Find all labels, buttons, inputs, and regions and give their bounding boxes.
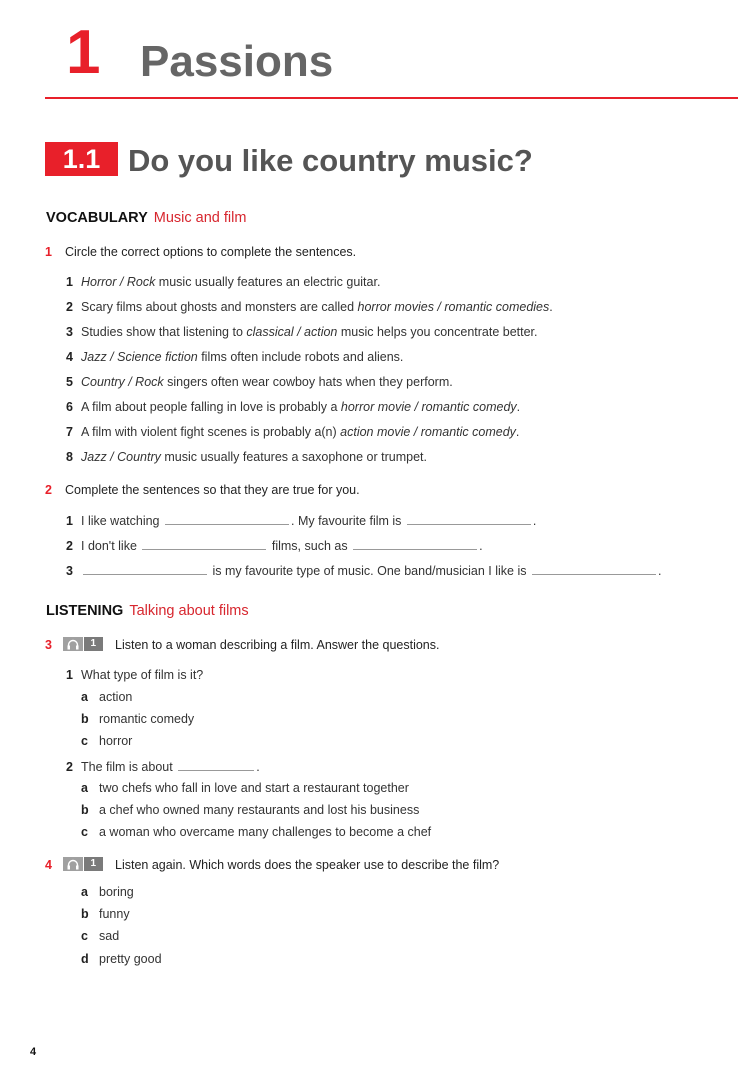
ex4-option-c[interactable]: c sad <box>81 929 120 943</box>
listening-heading <box>46 604 249 619</box>
headphones-icon <box>63 637 83 651</box>
unit-divider <box>45 97 738 99</box>
exercise-1-number: 1 <box>45 245 52 259</box>
ex1-item-8: 8 Jazz / Country music usually features a saxophone or trumpet. <box>66 450 427 464</box>
listening-label: LISTENING <box>46 603 124 619</box>
exercise-4-number: 4 <box>45 858 52 872</box>
answer-blank[interactable] <box>532 564 656 575</box>
ex1-item-8-options[interactable]: Jazz / Country <box>81 450 161 464</box>
ex1-item-4-options[interactable]: Jazz / Science fiction <box>81 350 198 364</box>
exercise-3-instruction: Listen to a woman describing a film. Answer the questions. <box>115 638 440 652</box>
ex3-q2-option-c[interactable]: c a woman who overcame many challenges to become a chef <box>81 825 432 839</box>
exercise-2-number: 2 <box>45 483 52 497</box>
ex1-item-5: 5 Country / Rock singers often wear cowboy hats when they perform. <box>66 375 453 389</box>
ex1-item-5-options[interactable]: Country / Rock <box>81 375 164 389</box>
lesson-title: Do you like country music? <box>128 143 533 178</box>
ex3-q1-option-a[interactable]: a action <box>81 690 133 704</box>
ex4-option-a[interactable]: a boring <box>81 885 134 899</box>
vocabulary-heading <box>46 211 246 226</box>
ex3-q1-option-c[interactable]: c horror <box>81 734 133 748</box>
ex2-item-1: 1 I like watching . My favourite film is . <box>66 514 537 528</box>
ex3-q2-option-b[interactable]: b a chef who owned many restaurants and lost his business <box>81 803 420 817</box>
answer-blank[interactable] <box>165 514 289 525</box>
ex3-question-2: 2 The film is about . <box>66 760 260 774</box>
exercise-1-instruction: Circle the correct options to complete the sentences. <box>65 245 357 259</box>
audio-track-button[interactable] <box>63 637 103 651</box>
ex2-item-3: 3 is my favourite type of music. One band/musician I like is . <box>66 564 662 578</box>
ex2-item-2: 2 I don't like films, such as . <box>66 539 483 553</box>
track-number: 1 <box>84 857 104 871</box>
ex1-item-1-options[interactable]: Horror / Rock <box>81 275 156 289</box>
exercise-2-instruction: Complete the sentences so that they are true for you. <box>65 483 360 497</box>
ex1-item-1: 1 Horror / Rock music usually features an electric guitar. <box>66 275 381 289</box>
headphones-icon <box>63 857 83 871</box>
unit-number: 1 <box>66 18 101 87</box>
answer-blank[interactable] <box>142 539 266 550</box>
vocabulary-topic: Music and film <box>153 210 247 226</box>
ex3-q2-option-a[interactable]: a two chefs who fall in love and start a restaurant together <box>81 781 409 795</box>
exercise-4-instruction: Listen again. Which words does the speaker use to describe the film? <box>115 858 500 872</box>
exercise-3-number: 3 <box>45 638 52 652</box>
ex3-question-1: 1 What type of film is it? <box>66 668 204 682</box>
ex1-item-7-options[interactable]: action movie / romantic comedy <box>340 425 516 439</box>
track-number: 1 <box>84 637 104 651</box>
ex1-item-4: 4 Jazz / Science fiction films often include robots and aliens. <box>66 350 404 364</box>
answer-blank[interactable] <box>83 564 207 575</box>
ex1-item-6: 6 A film about people falling in love is probably a horror movie / romantic comedy. <box>66 400 521 414</box>
ex1-item-3: 3 Studies show that listening to classical / action music helps you concentrate better. <box>66 325 538 339</box>
ex1-item-2: 2 Scary films about ghosts and monsters are called horror movies / romantic comedies. <box>66 300 553 314</box>
unit-title: Passions <box>140 37 334 86</box>
ex4-option-b[interactable]: b funny <box>81 907 130 921</box>
answer-blank[interactable] <box>178 760 254 771</box>
lesson-number-badge: 1.1 <box>45 142 118 176</box>
answer-blank[interactable] <box>407 514 531 525</box>
listening-topic: Talking about films <box>129 603 249 619</box>
ex1-item-6-options[interactable]: horror movie / romantic comedy <box>340 400 517 414</box>
answer-blank[interactable] <box>353 539 477 550</box>
ex1-item-2-options[interactable]: horror movies / romantic comedies <box>357 300 550 314</box>
page-number: 4 <box>30 1046 37 1058</box>
ex1-item-3-options[interactable]: classical / action <box>246 325 338 339</box>
vocabulary-label: VOCABULARY <box>46 210 148 226</box>
audio-track-button[interactable] <box>63 857 103 871</box>
ex1-item-7: 7 A film with violent fight scenes is probably a(n) action movie / romantic comedy. <box>66 425 520 439</box>
ex3-q1-option-b[interactable]: b romantic comedy <box>81 712 195 726</box>
ex4-option-d[interactable]: d pretty good <box>81 952 162 966</box>
